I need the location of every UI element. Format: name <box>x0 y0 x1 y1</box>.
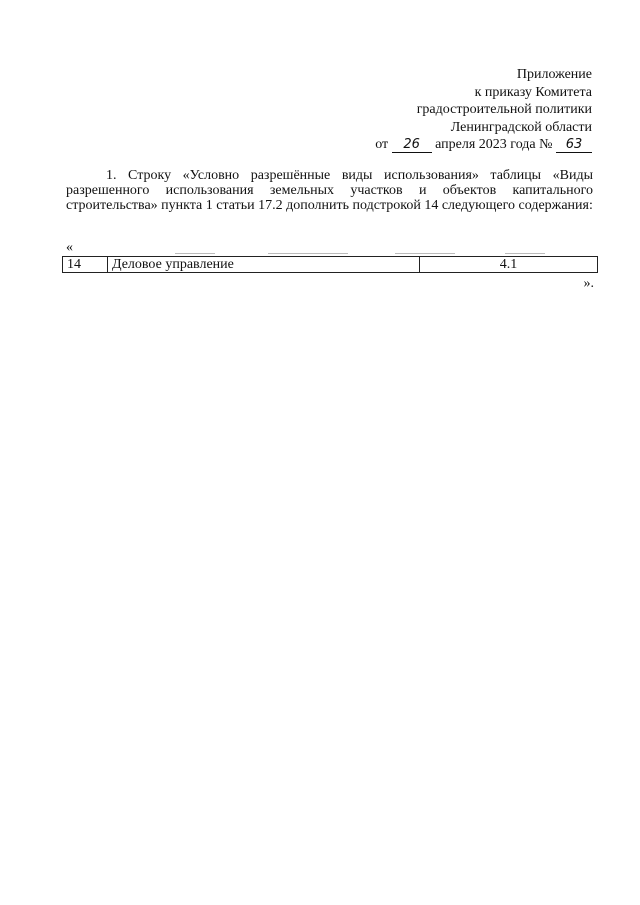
amendment-text: 1. Строку «Условно разрешённые виды использования» таблицы «Виды разрешенного использования земельных участков и объектов капитального строительства» пункта 1 статьи 17.2 дополнить подстрокой 14 следующего содержания: <box>66 168 593 213</box>
date-prefix: от <box>375 137 389 152</box>
closing-quote: ». <box>583 276 594 291</box>
opening-quote: « <box>66 240 73 255</box>
date-rest: апреля 2023 года № <box>435 137 553 152</box>
header-order-reference: к приказу Комитета <box>474 84 592 100</box>
amendment-paragraph <box>66 168 593 213</box>
header-region-name: Ленинградской области <box>450 119 592 135</box>
appendix-header <box>375 66 592 154</box>
handwritten-order-number: 63 <box>556 137 592 153</box>
faint-rule <box>268 253 348 254</box>
amendment-table <box>62 256 598 273</box>
faint-rule <box>175 253 215 254</box>
header-date-line <box>375 136 592 154</box>
row-use-type-cell: Деловое управление <box>108 257 420 273</box>
header-committee-name: градостроительной политики <box>416 102 592 117</box>
row-number-cell: 14 <box>63 257 108 273</box>
row-code-cell: 4.1 <box>420 257 598 273</box>
handwritten-day: 26 <box>392 137 432 153</box>
table-row <box>63 257 598 273</box>
faint-rule <box>505 253 545 254</box>
faint-rule <box>395 253 455 254</box>
header-title: Приложение <box>516 67 592 82</box>
